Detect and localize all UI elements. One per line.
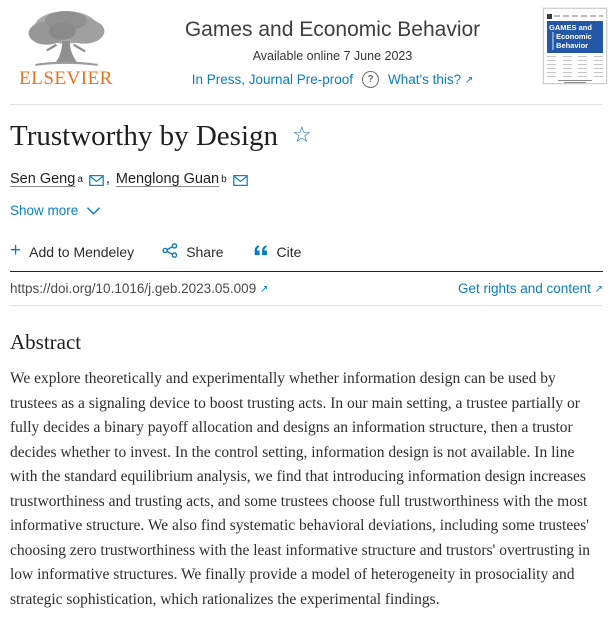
article-title-row: [10, 119, 603, 153]
cite-label: Cite: [276, 243, 302, 260]
email-envelope-icon[interactable]: [89, 175, 104, 186]
share-label: Share: [186, 243, 224, 260]
external-link-icon: ↗: [464, 75, 474, 87]
cover-title-block: [547, 21, 603, 53]
header-divider: [10, 104, 603, 105]
author-link[interactable]: Sen Geng: [10, 171, 76, 187]
plus-icon: +: [10, 240, 22, 261]
external-link-icon: ↗: [259, 284, 269, 295]
cover-masthead: [547, 12, 603, 20]
available-online-date: Available online 7 June 2023: [252, 49, 413, 64]
doi-link[interactable]: https://doi.org/10.1016/j.geb.2023.05.009 ↗: [10, 281, 269, 296]
whats-this-link[interactable]: [388, 72, 473, 87]
chevron-down-icon: [87, 203, 100, 218]
cover-title-line1: GAMES and: [549, 23, 592, 32]
cite-button[interactable]: [252, 244, 302, 260]
author-link[interactable]: Menglong Guan: [115, 171, 220, 187]
elsevier-wordmark: ELSEVIER: [19, 68, 113, 89]
get-rights-link[interactable]: [458, 281, 603, 296]
author-list: [10, 171, 603, 187]
affiliation-mark: a: [77, 173, 83, 185]
share-button[interactable]: [162, 243, 223, 261]
cover-footer-lines: [547, 80, 603, 84]
author-separator: ,: [105, 171, 110, 187]
in-press-link[interactable]: In Press, Journal Pre-proof: [191, 72, 354, 88]
share-icon: [162, 243, 178, 261]
doi-row: [10, 272, 603, 305]
cover-toc-lines: [547, 56, 603, 78]
cover-title-line3: Behavior: [552, 41, 601, 50]
get-rights-label: Get rights and content: [458, 281, 591, 296]
show-more-label: Show more: [10, 203, 79, 218]
show-more-button[interactable]: [10, 203, 100, 218]
journal-info: [122, 8, 603, 88]
elsevier-tree-icon: [10, 8, 122, 68]
help-icon[interactable]: ?: [362, 71, 379, 88]
in-press-row: [122, 71, 543, 88]
journal-cover-thumbnail[interactable]: [543, 8, 607, 84]
add-to-mendeley-button[interactable]: [10, 242, 134, 261]
doi-bottom-divider: [10, 305, 603, 306]
abstract-text: We explore theoretically and experimentally whether information design can be used by trustees as a signaling device to boost trusting acts. In our main setting, a trustee partially or fully decides a binary payoff allocation and designs an information structure, then a trustor decides whether to invest. In the control setting, information design is not available. In line with the standard equilibrium analysis, we find that introducing information design increases trustworthiness and trusting acts, and some trustees choose full trustworthiness with the most informative structure. We also find systematic behavioral deviations, including some trustees' choosing zero trustworthiness with the least informative structure and trustors' overtrusting in low informative structures. We finally provide a model of heterogeneity in prosociality and strategic sophistication, which rationalizes the experimental findings.: [10, 370, 591, 608]
cite-quote-icon: [252, 244, 269, 260]
publisher-mark-icon: [547, 14, 552, 19]
article-title: Trustworthy by Design: [10, 120, 279, 152]
affiliation-mark: b: [221, 173, 227, 185]
email-envelope-icon[interactable]: [233, 175, 248, 186]
abstract-heading: Abstract: [10, 330, 82, 354]
elsevier-logo[interactable]: [10, 8, 122, 88]
cover-title-line2: Economic: [552, 32, 601, 41]
external-link-icon: ↗: [594, 284, 603, 295]
journal-banner: [10, 0, 603, 104]
bookmark-star-icon[interactable]: ☆: [292, 123, 312, 148]
add-to-mendeley-label: Add to Mendeley: [29, 243, 135, 260]
article-toolbar: [10, 242, 603, 261]
journal-title-link[interactable]: Games and Economic Behavior: [184, 18, 481, 41]
whats-this-label: What's this?: [388, 72, 462, 88]
